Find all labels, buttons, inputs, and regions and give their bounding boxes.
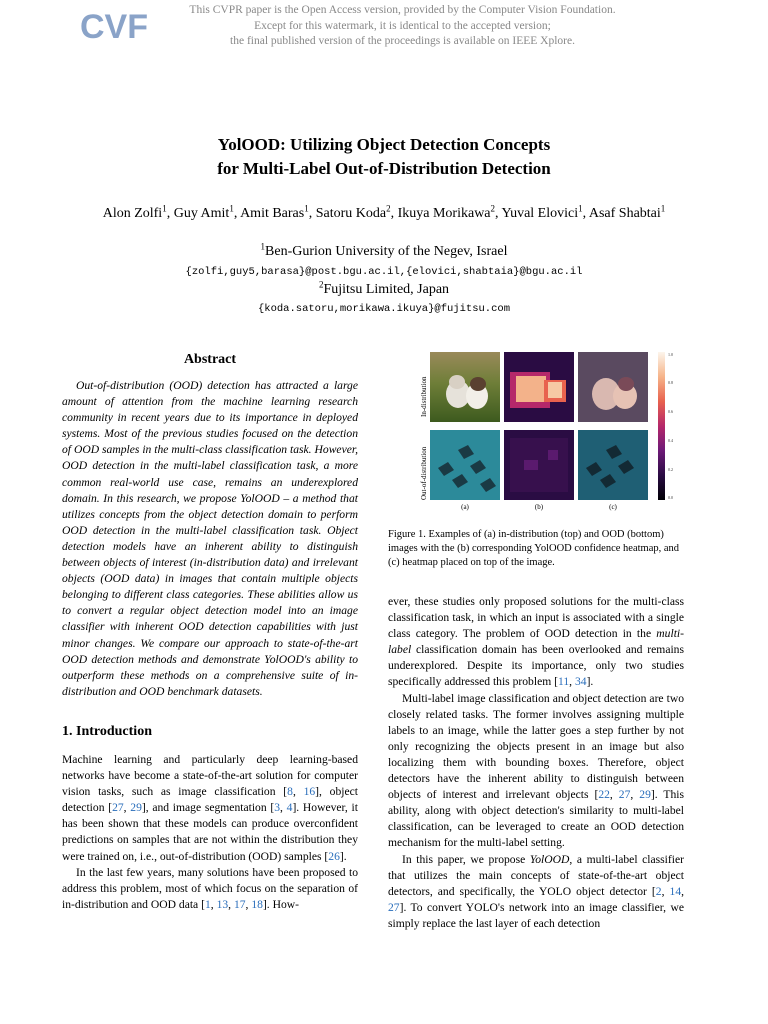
author-name: Ikuya Morikawa [397,206,491,221]
watermark-line: Except for this watermark, it is identical to the accepted version; [254,19,551,32]
affiliation-1-email: {zolfi,guy5,barasa}@post.bgu.ac.il,{elovici,shabtaia}@bgu.ac.il [185,266,583,278]
colorbar-tick: 0.4 [668,438,673,443]
text-segment: ], and image segmentation [ [141,801,275,815]
text-segment: , [569,675,575,689]
author-affiliation-mark: 1 [660,203,666,214]
citation-link[interactable]: 1 [204,897,211,911]
affiliation-1-name: Ben-Gurion University of the Negev, Israel [265,244,508,259]
colorbar-tick: 1.0 [668,352,673,357]
author-name: Asaf Shabtai [588,206,661,221]
text-segment: ]. [339,849,347,863]
author-name: Alon Zolfi [102,206,163,221]
row-label-in-distribution: In-distribution [420,376,428,417]
text-segment: classification domain has been overlooked and remains underexplored. Despite its importance, only two studies specifically addressed this problem [ [388,643,684,689]
citation-link[interactable]: 13 [216,897,229,911]
citation-link[interactable]: 11 [558,675,570,689]
citation-link[interactable]: 26 [328,849,340,863]
citation-link[interactable]: 34 [574,675,587,689]
column-label-a: (a) [461,503,469,511]
text-segment: , [280,801,287,815]
text-segment: ]. [586,675,594,689]
text-segment: , out-of-distribution (OOD) samples [ [154,849,329,863]
intro-paragraph-2 [62,865,358,913]
author-name: Guy Amit [173,206,230,221]
citation-link[interactable]: 29 [130,801,142,815]
colorbar-tick: 0.0 [668,495,673,500]
row-label-out-of-distribution: Out-of-distribution [420,446,428,500]
column-label-c: (c) [609,503,617,511]
author-name: Yuval Elovici [501,206,579,221]
text-segment: , a multi-label classifier that utilizes the main concepts of state-of-the-art object detectors, and specifically, the YOLO object detector [ [388,852,684,898]
citation-link[interactable]: 29 [639,788,651,802]
citation-link[interactable]: 27 [618,788,631,802]
colorbar-tick: 0.2 [668,467,673,472]
text-segment: , [630,788,640,802]
paper-title [60,133,708,181]
text-segment: ]. However, it has been shown that these models can produce overconfident predictions on samples that are not within the distribution they were trained on, [62,801,358,863]
affiliation-2-email: {koda.satoru,morikawa.ikuya}@fujitsu.com [257,303,511,315]
title-line-1: YolOOD: Utilizing Object Detection Concepts [217,135,551,154]
author-affiliation-mark: 2 [490,203,496,214]
author-affiliation-mark: 1 [304,203,309,214]
abstract-heading: Abstract [183,352,237,367]
column-label-b: (b) [534,503,544,511]
intro-heading: 1. Introduction [62,724,152,739]
text-segment: , [292,785,304,799]
author-name: Satoru Koda [315,206,387,221]
text-segment: ]. This ability, along with object detection's similarity to multi-label classification, can be leveraged to create an OOD detection mechanism for the multi-label setting. [388,788,684,850]
text-segment: ]. How- [262,897,299,911]
citation-link[interactable]: 2 [655,884,662,898]
in-distribution-image [430,352,500,422]
affiliation-1-number: 1 [260,241,266,252]
citation-link[interactable]: 18 [251,897,263,911]
right-paragraph-3 [388,852,684,932]
watermark-line: the final published version of the proceedings is available on IEEE Xplore. [230,35,575,47]
author-affiliation-mark: 2 [386,203,391,214]
text-segment: ever, these studies only proposed solutions for the multi-class classification task, in which an input is associated with a single class category. The problem of OOD detection in the [388,595,684,641]
author-affiliation-mark: 1 [229,203,234,214]
colorbar-tick: 0.6 [668,409,673,414]
abstract-text [62,378,358,700]
affiliation-2-number: 2 [318,279,324,290]
text-segment: i.e. [139,849,155,863]
in-distribution-heatmap [504,352,574,422]
intro-text [62,752,358,913]
citation-link[interactable]: 27 [112,801,124,815]
citation-link[interactable]: 17 [233,897,246,911]
title-line-2: for Multi-Label Out-of-Distribution Detection [217,159,551,178]
text-segment: , [210,897,217,911]
text-segment: In this paper, we propose [402,852,530,866]
citation-link[interactable]: 14 [669,884,682,898]
right-column-text [388,594,684,932]
out-of-distribution-image [430,430,500,500]
out-of-distribution-overlay [578,430,648,500]
citation-link[interactable]: 3 [274,801,281,815]
text-segment: , [228,897,234,911]
watermark-text [170,3,635,50]
heatmap-colorbar [658,352,665,500]
author-list: Alon Zolfi$^1$, Guy Amit$^1$, Amit Baras$^1$, Satoru Koda$^2$, Ikuya Morikawa$^2$, Yuval Elovici$^1$, Asaf Shabtai$^1$ [102,203,666,221]
text-segment: , [245,897,252,911]
text-segment: Machine learning and particularly deep learning-based networks have become a state-of-the-art solution for computer vision tasks, such as image classification [ [62,753,358,799]
intro-paragraph-1 [62,752,358,865]
watermark-line: This CVPR paper is the Open Access version, provided by the Computer Vision Foundation. [189,4,616,16]
citation-link[interactable]: 4 [286,801,293,815]
citation-link[interactable]: 22 [598,788,610,802]
author-affiliation-mark: 1 [578,203,583,214]
citation-link[interactable]: 8 [287,785,293,799]
figure-caption: Figure 1. Examples of (a) in-distribution (top) and OOD (bottom) images with the (b) corresponding YolOOD confidence heatmap, and (c) heatmap placed on top of the image. [388,529,680,569]
affiliation-2-name: Fujitsu Limited, Japan [323,282,450,297]
text-segment: , [609,788,619,802]
right-paragraph-1 [388,594,684,691]
text-segment: , [681,884,685,898]
text-segment: ]. To convert YOLO's network into an image classifier, we simply replace the last layer of each detection [388,900,684,930]
text-segment: ], object detection [ [62,785,358,815]
out-of-distribution-heatmap [504,430,574,500]
text-segment: , [123,801,131,815]
cvf-logo-text: CVF [80,8,148,46]
figure-1 [418,352,680,522]
author-affiliation-mark: 1 [162,203,167,214]
text-segment: In the last few years, many solutions have been proposed to address this problem, most of which focus on the separation of in-distribution and OOD data [ [62,865,358,911]
author-name: Amit Baras [240,206,305,221]
citation-link[interactable]: 27 [388,900,400,914]
abstract-paragraph: Out-of-distribution (OOD) detection has attracted a large amount of attention from the machine learning research community in recent years due to its importance in deployed systems. Most of the previous studies focused on the detection of OOD samples in the multi-class classification task. However, OOD detection in the multi-label classification task, a more common real-world use case, remains an underexplored domain. In this research, we propose YolOOD – a method that utilizes concepts from the object detection domain to perform OOD detection in the multi-label classification task. Object detection models have an inherent ability to distinguish between objects of interest (in-distribution data) and irrelevant objects (OOD data) in images that contain multiple objects belonging to different class categories. These abilities allow us to convert a regular object detection model into an image classifier with inherent OOD detection capabilities with just minor changes. We compare our approach to state-of-the-art OOD detection methods and demonstrate YolOOD's ability to outperform these methods on a comprehensive suite of in-distribution and OOD benchmark datasets. [62,379,358,698]
emphasized-text: YolOOD [529,852,570,866]
citation-link[interactable]: 16 [303,785,316,799]
in-distribution-overlay [578,352,648,422]
colorbar-tick: 0.8 [668,380,673,385]
right-paragraph-2 [388,691,684,852]
text-segment: Multi-label image classification and object detection are two closely related tasks. The former involves assigning multiple labels to an image, while the latter goes a step further by not only recognizing the objects present in an image but also localizing them with bounding boxes. Therefore, object detectors have the inherent ability to distinguish between objects of interest and irrelevant objects [ [388,691,684,802]
affiliation-2 [60,279,708,298]
emphasized-text: multi-label [388,627,684,657]
text-segment: , [661,884,670,898]
cvf-logo [80,6,148,46]
affiliation-1 [60,241,708,260]
